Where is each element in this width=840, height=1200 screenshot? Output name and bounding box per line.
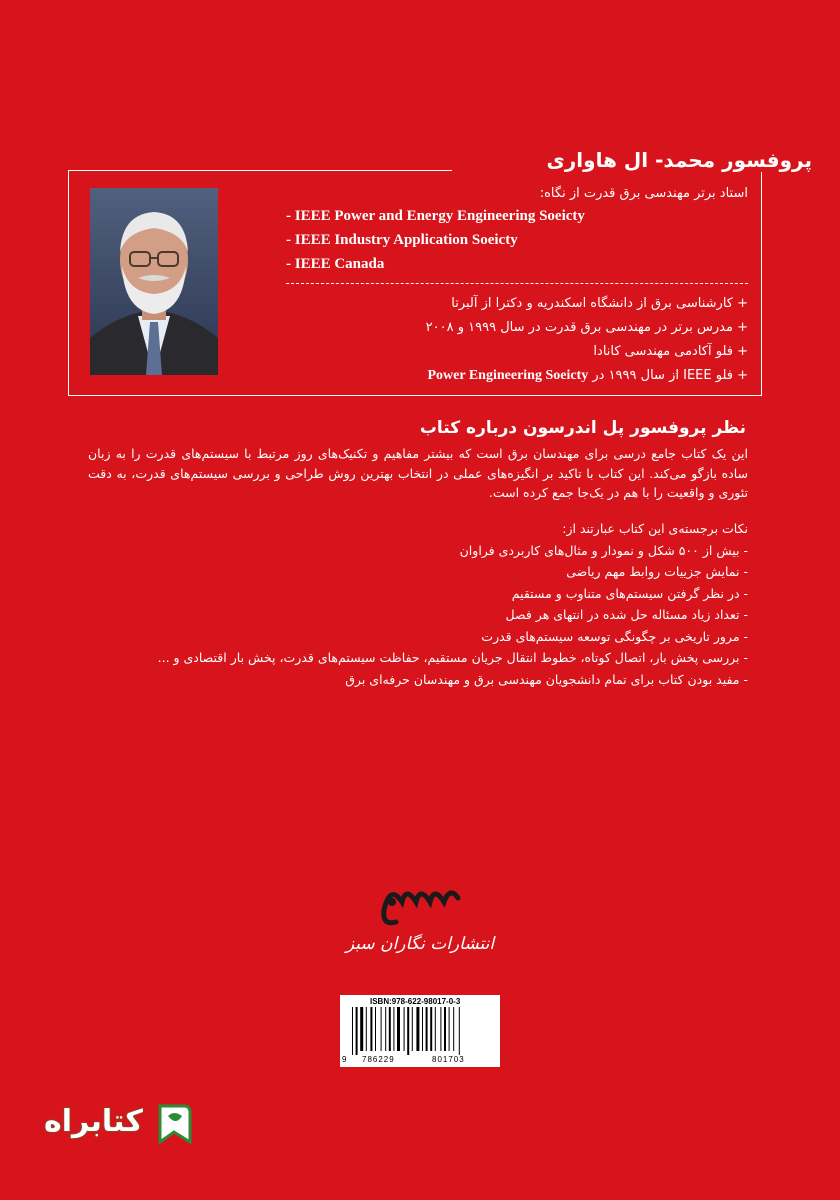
fact-item: + کارشناسی برق از دانشگاه اسکندریه و دکترا از آلبرتا — [451, 296, 748, 311]
organization-item: - IEEE Canada — [286, 256, 385, 272]
organization-item: - IEEE Industry Application Soeicty — [286, 232, 518, 248]
author-facts — [278, 292, 748, 388]
author-organizations — [286, 204, 585, 276]
fact-item — [278, 364, 748, 388]
bookmark-leaf-icon — [154, 1102, 194, 1146]
author-intro: استاد برتر مهندسی برق قدرت از نگاه: — [539, 186, 748, 201]
barcode-first-digit: 9 — [342, 1055, 348, 1064]
feature-item: - تعداد زیاد مسئاله حل شده در انتهای هر فصل — [505, 607, 748, 622]
isbn-barcode — [340, 995, 500, 1067]
review-title: نظر پروفسور پل اندرسون درباره کتاب — [419, 418, 746, 438]
feature-item: - نمایش جزییات روابط مهم ریاضی — [566, 564, 748, 579]
features-intro: نکات برجسته‌ی این کتاب عبارتند از: — [562, 521, 748, 536]
feature-item: - بیش از ۵۰۰ شکل و نمودار و مثال‌های کاربردی فراوان — [459, 542, 748, 558]
fact-item: + فلو آکادمی مهندسی کانادا — [593, 344, 748, 359]
watermark-text: کتابراه — [44, 1104, 143, 1139]
author-photo — [90, 188, 218, 375]
publisher-emblem-icon — [340, 872, 500, 934]
dashed-divider — [286, 283, 748, 284]
barcode-right-digits: 801703 — [432, 1055, 465, 1064]
feature-item: - مفید بودن کتاب برای تمام دانشجویان مهندسی برق و مهندسان حرفه‌ای برق — [345, 671, 748, 687]
feature-item: - بررسی پخش بار، اتصال کوتاه، خطوط انتقال جریان مستقیم، حفاظت سیستم‌های قدرت، پخش بار اقتصادی و ... — [157, 650, 748, 665]
organization-item: - IEEE Power and Energy Engineering Soeicty — [286, 208, 585, 224]
feature-item: - در نظر گرفتن سیستم‌های متناوب و مستقیم — [511, 585, 748, 601]
review-body: این یک کتاب جامع درسی برای مهندسان برق است که بیشتر مفاهیم و تکنیک‌های روز مرتبط با سیستم‌های قدرت را به زبان ساده بازگو می‌کند. این کتاب با تاکید بر انگیزه‌های عملی در انتخاب بهترین روش طراحی و بررسی سیستم‌های قدرت، به دقت تئوری و واقعیت را با هم در یک‌جا جمع کرده است. — [88, 446, 748, 500]
barcode-bars-icon — [350, 1007, 490, 1055]
fact-item-en: Power Engineering Soeicty — [427, 368, 589, 383]
publisher-logo — [340, 872, 500, 972]
fact-item-fa: + فلو IEEE از سال ۱۹۹۹ در — [588, 368, 748, 383]
fact-item: + مدرس برتر در مهندسی برق قدرت در سال ۱۹۹۹ و ۲۰۰۸ — [425, 320, 748, 335]
author-box-top-border — [68, 170, 452, 171]
publisher-name: انتشارات نگاران سبز — [345, 934, 495, 954]
isbn-label: ISBN:978-622-98017-0-3 — [370, 997, 461, 1006]
author-title: پروفسور محمد- ال هاواری — [538, 148, 820, 172]
feature-item: - مرور تاریخی بر چگونگی توسعه سیستم‌های قدرت — [481, 628, 748, 644]
barcode-left-digits: 786229 — [362, 1055, 395, 1064]
review-features — [88, 518, 748, 690]
ketabrah-watermark — [44, 1100, 194, 1160]
